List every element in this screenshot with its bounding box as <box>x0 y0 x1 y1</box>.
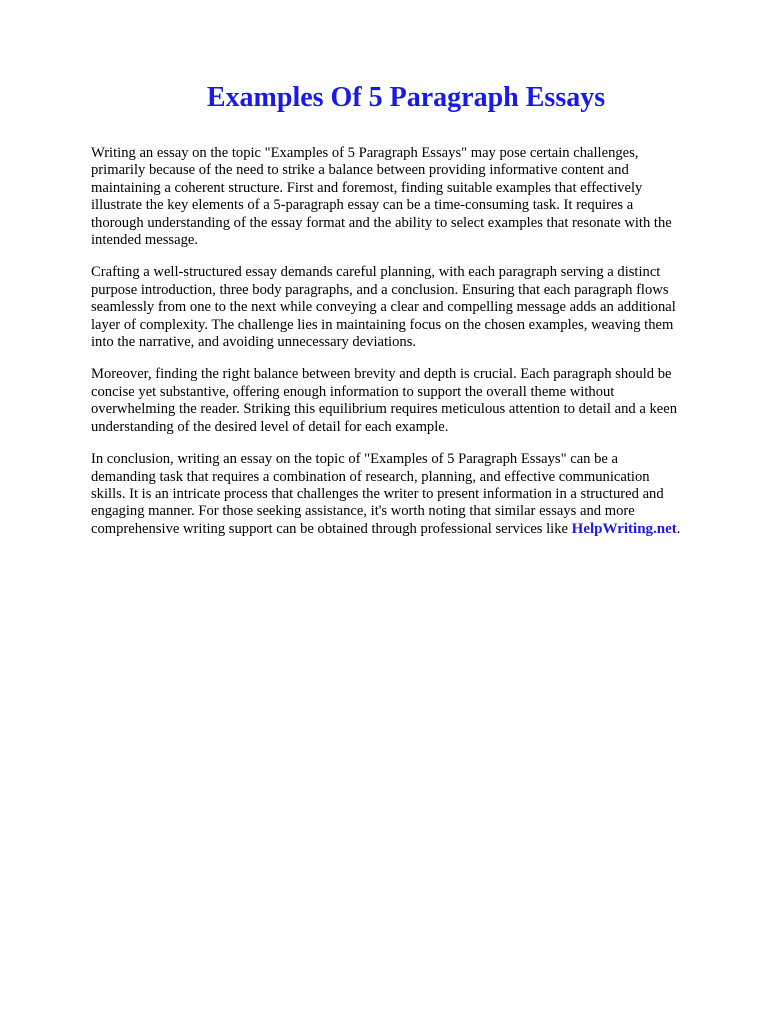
essay-body <box>91 145 721 553</box>
conclusion-period: . <box>676 520 681 537</box>
paragraph-4 <box>91 451 721 538</box>
paragraph-2: Crafting a well-structured essay demands careful planning, with each paragraph serving a distinct purpose introduction, three body paragraphs, and a conclusion. Ensuring that each paragraph flows seamlessly from one to the next while conveying a clear and compelling message adds an additional layer of complexity. The challenge lies in maintaining focus on the chosen examples, weaving them into the narrative, and avoiding unnecessary deviations. <box>91 264 676 351</box>
paragraph-1: Writing an essay on the topic "Examples of 5 Paragraph Essays" may pose certain challenges, primarily because of the need to strike a balance between providing informative content and maintaining a coherent structure. First and foremost, finding suitable examples that effectively illustrate the key elements of a 5-paragraph essay can be a time-consuming task. It requires a thorough understanding of the essay format and the ability to select examples that resonate with the intended message. <box>91 145 672 249</box>
page-title: Examples Of 5 Paragraph Essays <box>206 82 606 113</box>
conclusion-text: In conclusion, writing an essay on the topic of "Examples of 5 Paragraph Essays" can be a demanding task that requires a combination of research, planning, and effective communication skills. It is an intricate process that challenges the writer to present information in a structured and engaging manner. For those seeking assistance, it's worth noting that similar essays and more comprehensive writing support can be obtained through professional services like <box>91 451 664 537</box>
helpwriting-link[interactable]: HelpWriting.net <box>571 520 677 537</box>
paragraph-3: Moreover, finding the right balance between brevity and depth is crucial. Each paragraph should be concise yet substantive, offering enough information to support the overall theme without overwhelming the reader. Striking this equilibrium requires meticulous attention to detail and a keen understanding of the desired level of detail for each example. <box>91 366 678 435</box>
